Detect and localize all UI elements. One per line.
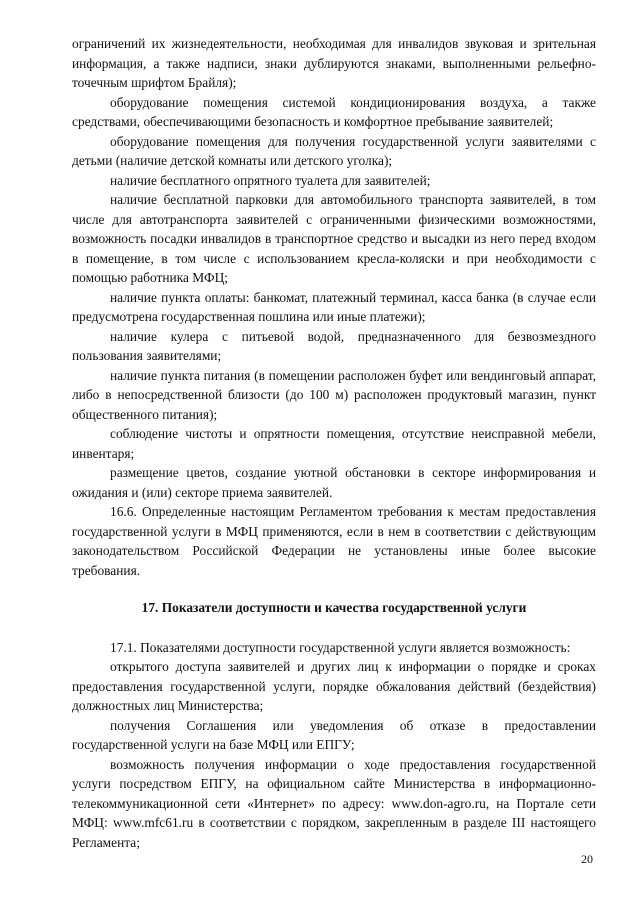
- paragraph-flowers: размещение цветов, создание уютной обстановки в секторе информирования и ожидания и (или) секторе приема заявителей.: [72, 465, 596, 500]
- paragraph-children-room: оборудование помещения для получения государственной услуги заявителями с детьми (наличие детской комнаты или детского уголка);: [72, 133, 596, 168]
- paragraph-agreement: получения Соглашения или уведомления об отказе в предоставлении государственной услуги на базе МФЦ или ЕПГУ;: [72, 717, 596, 752]
- paragraph-toilet: наличие бесплатного опрятного туалета для заявителей;: [110, 172, 431, 188]
- section-heading: 17. Показатели доступности и качества государственной услуги: [141, 600, 527, 615]
- paragraph-continuation: ограничений их жизнедеятельности, необходимая для инвалидов звуковая и зрительная информация, а также надписи, знаки дублируются знаками, выполненными рельефно-точечным шрифтом Брайля);: [72, 36, 596, 90]
- paragraph-progress-info: возможность получения информации о ходе предоставления государственной услуги посредством ЕПГУ, на официальном сайте Министерства в информационно-телекоммуникационной сети «Интернет» по адресу: www.don-agro.ru, на Портале сети МФЦ: www.mfc61.ru в соответствии с порядком, закрепленным в разделе III настоящего Регламента;: [72, 756, 596, 850]
- paragraph-parking: наличие бесплатной парковки для автомобильного транспорта заявителей, в том числе для автотранспорта заявителей с ограниченными физическими возможностями, возможность посадки инвалидов в транспортное средство и высадки из него перед входом в помещение, в том числе с использованием кресла-коляски и при необходимости с помощью работника МФЦ;: [72, 192, 596, 285]
- page-number: 20: [581, 852, 593, 866]
- paragraph-cleanliness: соблюдение чистоты и опрятности помещения, отсутствие неисправной мебели, инвентаря;: [72, 426, 596, 461]
- document-page: [72, 34, 596, 852]
- paragraph-16-6: 16.6. Определенные настоящим Регламентом требования к местам предоставления государственной услуги в МФЦ применяются, если в нем в соответствии с действующим законодательством Российской Федерации не установлены иные более высокие требования.: [72, 504, 596, 578]
- paragraph-food-point: наличие пункта питания (в помещении расположен буфет или вендинговый аппарат, либо в непосредственной близости (до 100 м) расположен продуктовый магазин, пункт общественного питания);: [72, 367, 596, 422]
- paragraph-payment-point: наличие пункта оплаты: банкомат, платежный терминал, касса банка (в случае если предусмотрена государственная пошлина или иные платежи);: [72, 289, 596, 324]
- paragraph-open-access: открытого доступа заявителей и других лиц к информации о порядке и сроках предоставления государственной услуги, порядке обжалования действий (бездействия) должностных лиц Министерства;: [72, 659, 596, 713]
- paragraph-17-1: 17.1. Показателями доступности государственной услуги является возможность:: [110, 639, 571, 655]
- paragraph-water-cooler: наличие кулера с питьевой водой, предназначенного для безвозмездного пользования заявителями;: [72, 328, 596, 363]
- paragraph-air-conditioning: оборудование помещения системой кондиционирования воздуха, а также средствами, обеспечивающими безопасность и комфортное пребывание заявителей;: [72, 94, 596, 129]
